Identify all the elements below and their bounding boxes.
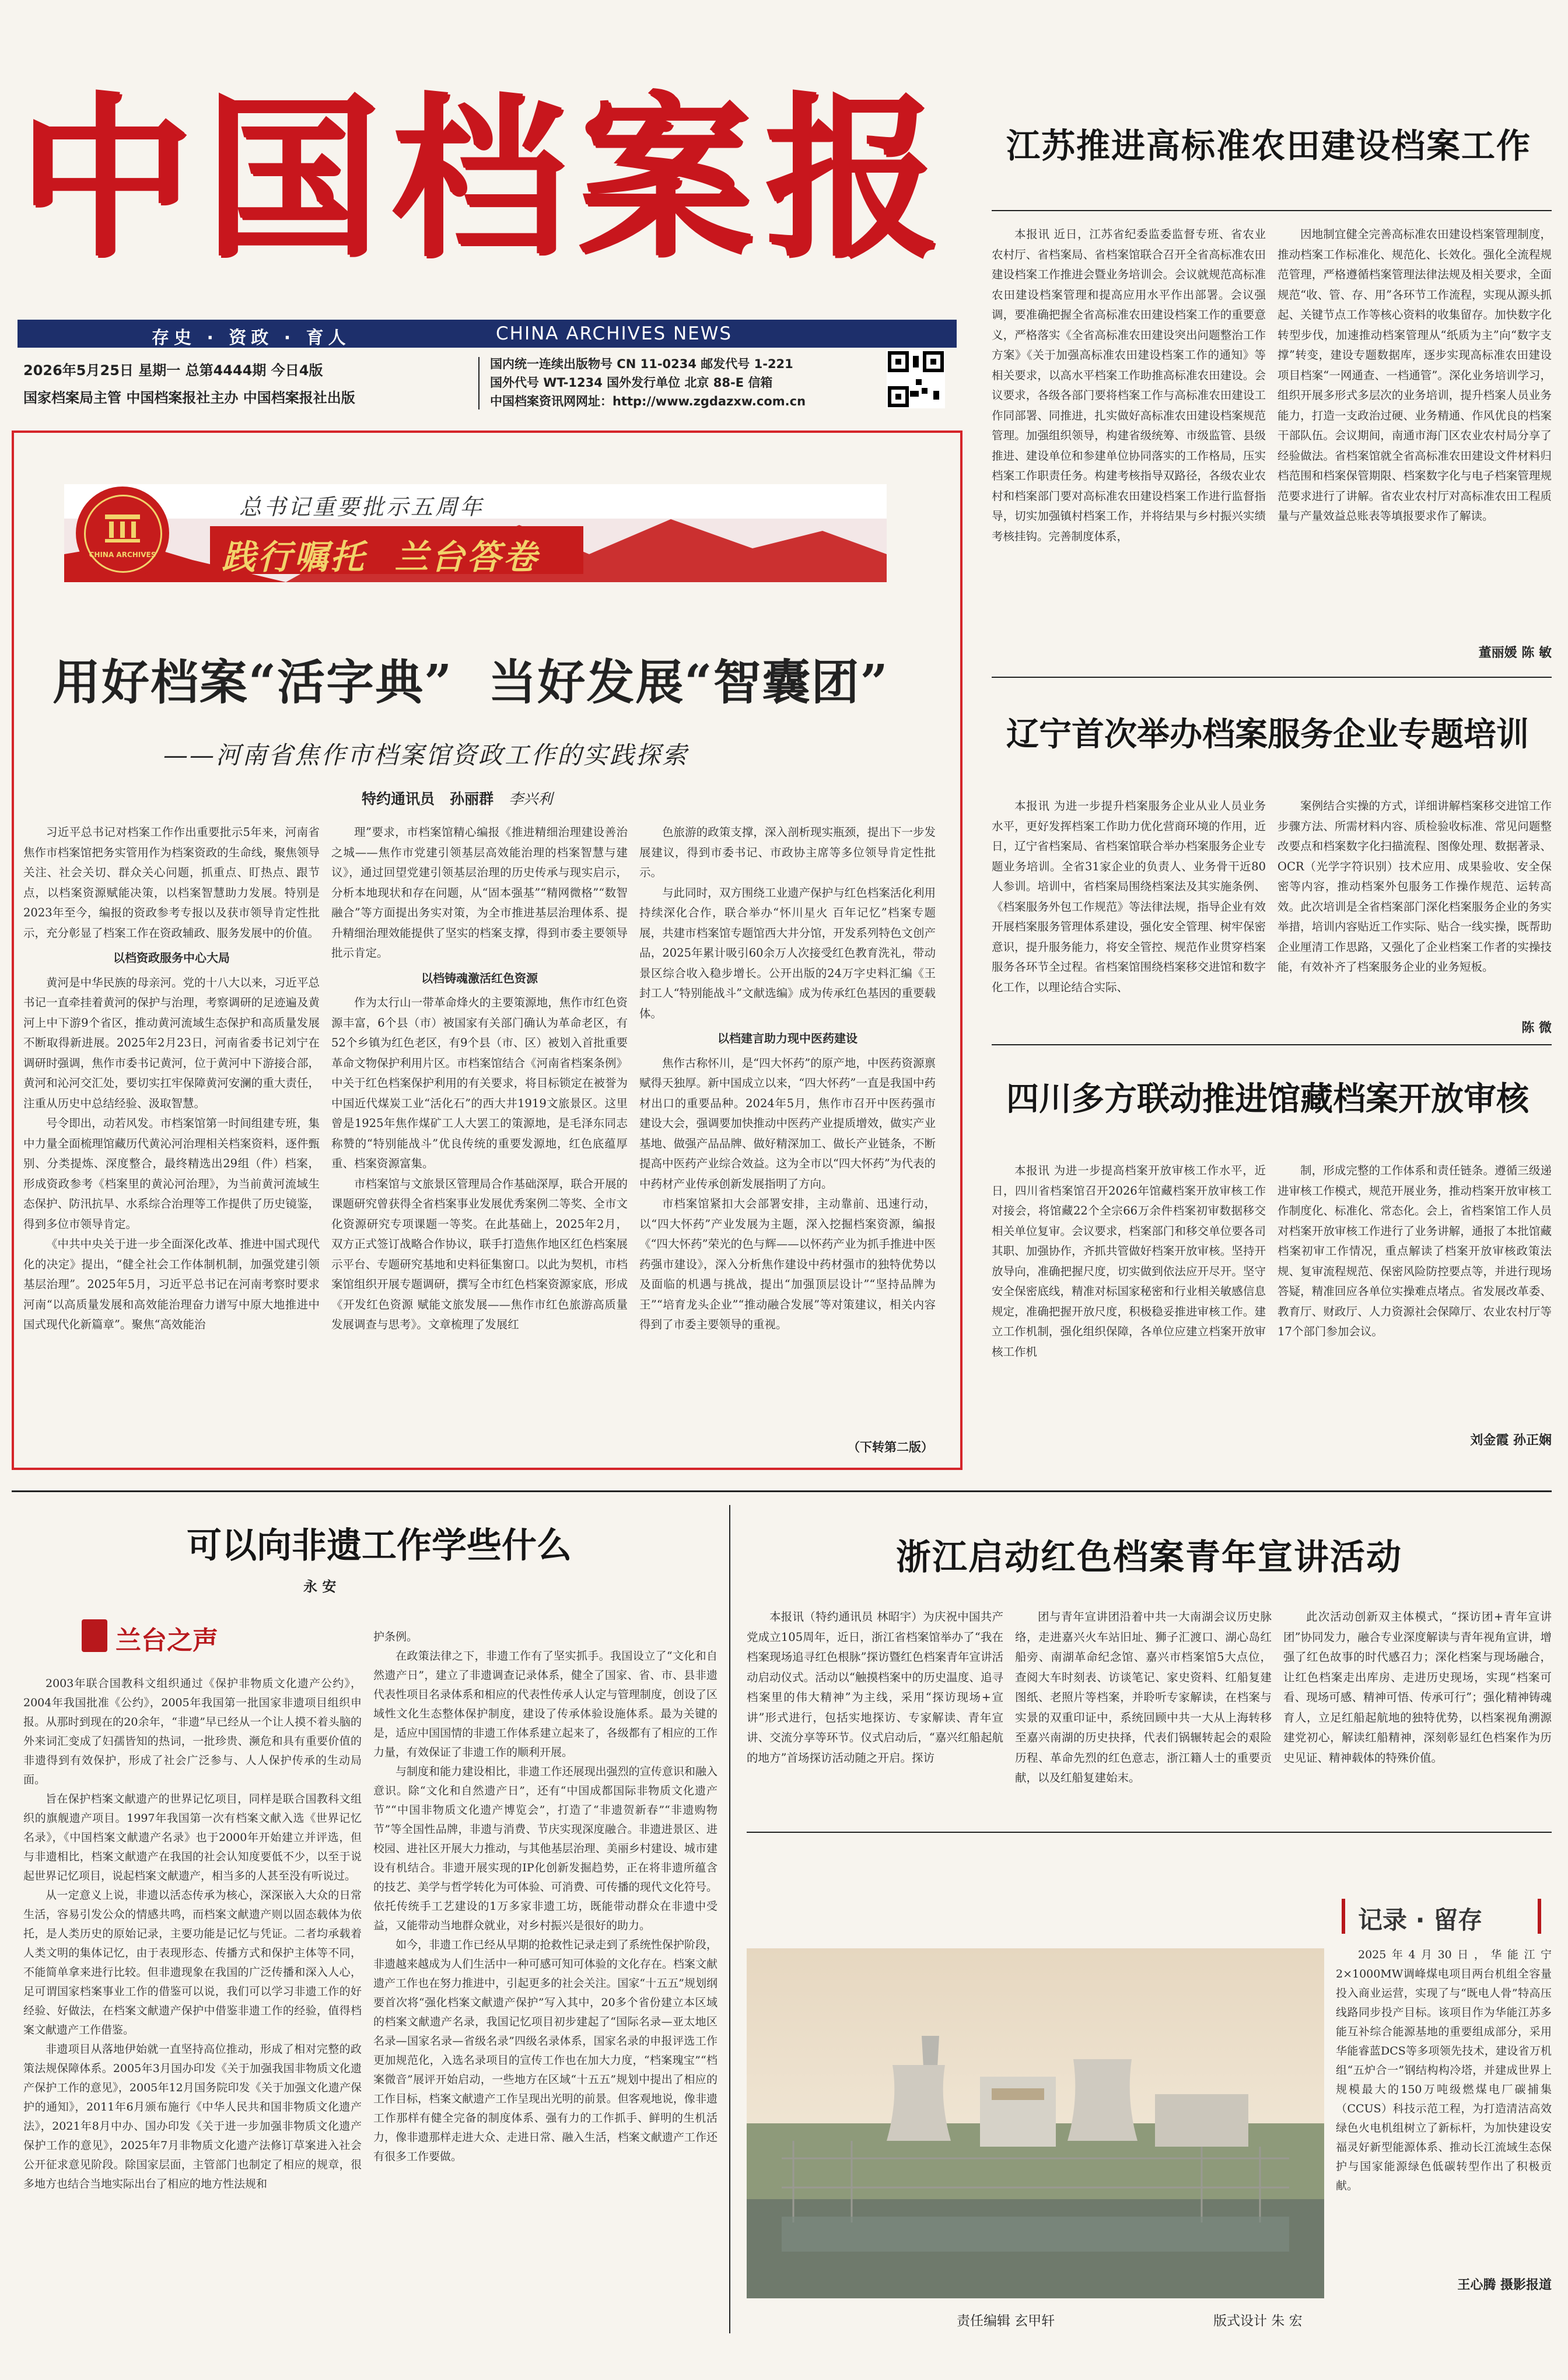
- section-divider: [12, 1490, 1552, 1492]
- feiyi-col2-p4: 如今，非遗工作已经从早期的抢救性记录走到了系统性保护阶段，非遗越来越成为人们生活中一种可感可知可体验的文化存在。档案文献遗产工作也在努力推进中，引起更多的社会关注。国家“十五五”规划纲要首次将“强化档案文献遗产保护”写入其中，20多个省份建立本区域的档案文献遗产名录，我国记忆项目初步建起了“国际名录—亚太地区名录—国家名录—省级名录”四级名录体系，国家名录的申报评选工作更加规范化，入选名录项目的宣传工作也在加大力度，“档案瑰宝”“档案微音”展评开始启动，一些地方在区域“十五五”规划中提出了相应的工作目标，档案文献遗产工作呈现出光明的前景。但客观地说，像非遗工作那样有健全完备的制度体系、强有力的工作抓手、鲜明的生机活力，像非遗那样走进大众、走进日常、融入生活，档案文献遗产工作还有很多工作要做。: [373, 1938, 718, 2163]
- feiyi-author: 永 安: [303, 1578, 337, 1595]
- lead-subhead: ——河南省焦作市档案馆资政工作的实践探索: [163, 741, 689, 769]
- jiangsu-text-1: 本报讯 近日，江苏省纪委监委监督专班、省农业农村厅、省档案局、省档案馆联合召开全省高标准农田建设档案工作推进会暨业务培训会。会议就规范高标准农田建设档案管理和提高应用水平作出部署。会议强调，要准确把握全省高标准农田建设档案工作的重要意义，严格落实《全省高标准农田建设突出问题整治工作方案》《关于加强高标准农田建设档案工作的通知》等相关要求，以高水平档案工作助推高标准农田建设。会议要求，各级各部门要将档案工作与高标准农田建设工作同部署、同推进，扎实做好高标准农田建设档案规范管理。加强组织领导，构建省级统筹、市级监管、县级推进、建设单位和参建单位协同落实的工作格局，压实档案工作职责任务。构建考核指导双路径，各级农业农村和档案部门要对高标准农田建设档案工作进行监督指导，切实加强镇村档案工作，并将结果与乡村振兴实绩考核挂钩。完善制度体系，: [992, 228, 1266, 543]
- intl-line: 国外代号 WT-1234 国外发行单位 北京 88-E 信箱: [490, 376, 773, 390]
- lead-byline-name-2: 李兴利: [509, 790, 553, 807]
- lead-byline: [362, 788, 552, 808]
- date-line: 2026年5月25日 星期一 总第4444期 今日4版: [23, 362, 323, 379]
- liaoning-text-2: 案例结合实操的方式，详细讲解档案移交进馆工作步骤方法、所需材料内容、质检验收标准、常见问题整改要点和档案数字化扫描流程、图像处理、数据著录、OCR（光学字符识别）技术应用、成果验收、安全保密等内容，推动档案外包服务工作操作规范、运转高效。此次培训是全省档案部门深化档案服务企业的务实举措，培训内容贴近工作实际、贴合一线实操，既帮助企业厘清工作思路，又强化了企业档案工作者的实操技能，有效补齐了档案服务企业的业务短板。: [1278, 799, 1552, 974]
- sichuan-text-2: 制，形成完整的工作体系和责任链条。遵循三级递进审核工作模式，规范开展业务，推动档案开放审核工作制度化、标准化、常态化。会上，省档案馆工作人员对档案开放审核工作进行了业务讲解，通报了本批馆藏档案初审工作情况，重点解读了档案开放审核政策法规、复审流程规范、保密风险防控要点等，并进行现场答疑，精准回应各单位实操难点堵点。省发展改革委、教育厅、财政厅、人力资源社会保障厅、农业农村厅等17个部门参加会议。: [1278, 1164, 1552, 1338]
- banner-main-text: 践行嘱托 兰台答卷: [222, 537, 540, 577]
- slogan-bar: [18, 320, 957, 348]
- zhejiang-text-3: 此次活动创新双主体模式，“探访团+青年宣讲团”协同发力，融合专业深度解读与青年视角宣讲，增强了红色故事的时代感召力；深化档案与现场融合，让红色档案走出库房、走进历史现场，实现“档案可看、现场可感、精神可悟、传承可行”；强化精神铸魂育人，立足红船起航地的独特优势，以档案视角溯源建党初心，解读红船精神，深刻彰显红色档案作为历史见证、精神载体的特殊价值。: [1283, 1610, 1552, 1765]
- liaoning-bottom-rule: [992, 1044, 1552, 1045]
- sponsor-line: 国家档案局主管 中国档案报社主办 中国档案报社出版: [23, 390, 355, 406]
- photo-caption-text: 2025年4月30日，华能江宁2×1000MW调峰煤电项目两台机组全容量投入商业运营，实现了与“既电人骨”特高压线路同步投产目标。该项目作为华能江苏多能互补综合能源基地的重要组成部分，采用华能睿蓝DCS等多项领先技术，建设省万机组“五炉合一”钢结构构冷塔，并建成世界上规模最大的150万吨级燃煤电厂碳捕集（CCUS）科技示范工程，为打造清洁高效绿色火电机组树立了新标杆，为加快建设安福灵好新型能源体系、推动长江流域生态保护与国家能源绿色低碳转型作出了积极贡献。: [1336, 1948, 1552, 2192]
- sichuan-headline: 四川多方联动推进馆藏档案开放审核: [1006, 1080, 1529, 1118]
- web-line: 中国档案资讯网网址：http://www.zgdazxw.com.cn: [490, 394, 806, 408]
- zhejiang-col-2: [1015, 1607, 1272, 1817]
- lead-subheading-1: 以档资政服务中心大局: [113, 951, 230, 965]
- lead-col3-p4: 市档案馆紧扣大会部署安排，主动靠前、迅速行动，以“四大怀药”产业发展为主题，深入挖掘档案资源，编报《“四大怀药”荣光的色与辉——以怀药产业为抓手推进中医药强市建设》，深入分析焦作建设中药材强市的独特优势以及面临的机遇与挑战，提出“加强顶层设计”“坚持品牌为王”“培育龙头企业”“推动融合发展”等对策建议，相关内容得到了市委主要领导的重视。: [639, 1197, 936, 1331]
- lead-byline-name-1: 孙丽群: [450, 790, 494, 807]
- feiyi-col1-p3: 从一定意义上说，非遗以活态传承为核心，深深嵌入大众的日常生活，容易引发公众的情感共鸣，而档案文献遗产则以固态载体为依托，是人类历史的原始记录，主要功能是记忆与凭证。二者均承载着人类文明的集体记忆，由于表现形态、传播方式和保护主体等不同，不能简单拿来进行比较。但非遗现象在我国的广泛传播和深入人心，足可谓国家档案事业工作的借鉴可以说，我们可以学习非遗工作的好经验、好做法，在档案文献遗产保护中借鉴非遗工作的经验，值得档案文献遗产工作借鉴。: [23, 1889, 362, 2036]
- jiangsu-col-2: [1278, 225, 1552, 645]
- lead-col1-p1: 习近平总书记对档案工作作出重要批示5年来，河南省焦作市档案馆把务实管用作为档案资政的生命线，聚焦领导关注、社会关切、群众关心问题，抓重点、盯热点、跟节点，以档案资源赋能决策，以档案智慧助力发展。特别是2023年至今，编报的资政参考专报以及获市领导肯定性批示，充分彰显了档案工作在资政辅政、服务发展中的价值。: [23, 825, 320, 940]
- lead-col3-p3: 焦作古称怀川，是“四大怀药”的原产地，中医药资源禀赋得天独厚。新中国成立以来，“四大怀药”一直是我国中药材出口的重要品种。2024年5月，焦作市召开中医药强市建设大会，强调要加快推动中医药产业提质增效，做实产业基地、做强产品品牌、做好精深加工、做长产业链条，不断提高中医药产业综合效益。这为全市以“四大怀药”为代表的中药材产业传承创新发展指明了方向。: [639, 1056, 936, 1191]
- photo-column-label-text: 记录 · 留存: [1358, 1906, 1483, 1934]
- cn-line: 国内统一连续出版物号 CN 11-0234 邮发代号 1-221: [490, 357, 793, 371]
- photo-credit: 王心腾 摄影报道: [1457, 2278, 1552, 2292]
- lead-subheading-3: 以档建言助力现中医药建设: [718, 1031, 858, 1045]
- footer-editor: 责任编辑 玄甲轩: [957, 2314, 1055, 2329]
- slogan: 存史 · 资政 · 育人: [152, 328, 351, 348]
- lead-col1-p3: 号令即出，动若风发。市档案馆第一时间组建专班，集中力量全面梳理馆藏历代黄沁河治理相关档案资料，逐件甄别、分类提炼、深度整合，最终精选出29组（件）档案，形成资政参考《档案里的黄沁河治理》，为当前黄河流域生态保护、防汛抗旱、水系综合治理等工作提供了历史镜鉴，得到多位市领导肯定。: [23, 1116, 320, 1231]
- jiangsu-byline: 董丽媛 陈 敏: [1478, 646, 1552, 660]
- lead-col2-p1: 理”要求，市档案馆精心编报《推进精细治理建设善治之城——焦作市党建引领基层高效能治理的档案智慧与建议》，通过回望党建引领基层治理的历史传承与现实启示，分析本地现状和存在问题，从“固本强基”“精网微格”“数智融合”等方面提出务实对策，为全市推进基层治理体系、提升精细治理效能提供了坚实的档案支撑，得到市委主要领导批示肯定。: [331, 825, 628, 960]
- photo-caption: [1336, 1945, 1552, 2272]
- power-plant-photo: [747, 1948, 1324, 2298]
- lead-banner: [64, 484, 887, 582]
- sichuan-text-1: 本报讯 为进一步提高档案开放审核工作水平，近日，四川省档案馆召开2026年馆藏档案开放审核工作对接会，将馆藏22个全宗66万余件档案初审数据移交相关单位复审。会议要求，档案部门和移交单位要各司其职、加强协作，齐抓共管做好档案开放审核。坚持开放导向，准确把握尺度，切实做到依法应开尽开。坚守安全保密底线，精准对标国家秘密和行业相关敏感信息规定，准确把握开放尺度，积极稳妥推进审核工作。建立工作机制，强化组织保障，各单位应建立档案开放审核工作机: [992, 1164, 1266, 1359]
- photo-column-label: [1342, 1899, 1541, 1934]
- lead-col2-p3: 市档案馆与文旅景区管理局合作基础深厚，联合开展的课题研究曾获得全省档案事业发展优秀案例二等奖、全市文化资源研究专项课题一等奖。在此基础上，2025年2月，双方正式签订战略合作协议，联手打造焦作地区红色档案展示平台、专题研究基地和史料征集窗口。以此为契机，市档案馆组织开展专题调研，撰写全市红色档案资源家底，形成《开发红色资源 赋能文旅发展——焦作市红色旅游高质量发展调查与思考》。文章梳理了发展红: [331, 1177, 628, 1331]
- zhejiang-text-1: 本报讯（特约通讯员 林昭宇）为庆祝中国共产党成立105周年，近日，浙江省档案馆举办了“我在档案现场追寻红色根脉”探访暨红色档案青年宣讲活动启动仪式。活动以“触摸档案中的历史温度、追寻档案里的伟大精神”为主线，采用“探访现场+宣讲”形式进行，包括实地探访、专家解读、青年宣讲、交流分享等环节。仪式启动后，“嘉兴红船起航的地方”首场探访活动随之开启。探访: [747, 1610, 1003, 1765]
- english-title: CHINA ARCHIVES NEWS: [496, 323, 733, 344]
- feiyi-col1-p2: 旨在保护档案文献遗产的世界记忆项目，同样是联合国教科文组织的旗舰遗产项目。1997年我国第一次有档案文献入选《世界记忆名录》，《中国档案文献遗产名录》也于2000年开始建立并评选，但与非遗相比，档案文献遗产在我国的社会认知度要低不少，以至于说起世界记忆项目，说起档案文献遗产，相当多的人甚至没有听说过。: [23, 1793, 362, 1882]
- jiangsu-bottom-rule: [992, 677, 1552, 678]
- lead-subheading-2: 以档铸魂激活红色资源: [421, 971, 538, 985]
- zhejiang-col-1: [747, 1607, 1003, 1817]
- lantai-label-text: 兰台之声: [116, 1626, 218, 1656]
- jiangsu-text-2: 因地制宜健全完善高标准农田建设档案管理制度，推动档案工作标准化、规范化、长效化。强化全流程规范管理，严格遵循档案管理法律法规及相关要求，全面规范“收、管、存、用”各环节工作流程，实现从源头抓起、关键节点工作等核心资料的收集留存。加快数字化转型步伐，加速推动档案管理从“纸质为主”向“数字支撑”转变，建设专题数据库，逐步实现高标准农田建设项目档案“一网通查、一档通管”。深化业务培训学习，组织开展多形式多层次的业务培训，提升档案人员业务能力，打造一支政治过硬、业务精通、作风优良的档案干部队伍。会议期间，南通市海门区农业农村局分享了经验做法。省档案馆就全省高标准农田建设文件材料归档范围和档案保管期限、档案数字化与电子档案管理规范要求进行了讲解。省农业农村厅对高标准农田工程质量与产量效益总账表等填报要求作了解读。: [1278, 228, 1552, 523]
- archive-emblem-icon: [102, 509, 143, 544]
- lead-byline-label: 特约通讯员: [362, 790, 435, 807]
- zhejiang-headline: 浙江启动红色档案青年宣讲活动: [896, 1537, 1402, 1578]
- banner-emblem: [76, 487, 169, 580]
- jiangsu-headline-rule: [992, 210, 1552, 211]
- lantai-label-mark: [82, 1619, 107, 1652]
- lead-col1-p4: 《中共中央关于进一步全面深化改革、推进中国式现代化的决定》提出，“健全社会工作体制机制，加强党建引领基层治理”。2025年5月，习近平总书记在河南考察时要求河南“以高质量发展和高效能治理奋力谱写中原大地推进中国式现代化新篇章”。聚焦“高效能治: [23, 1237, 320, 1331]
- lead-col-2: [331, 822, 628, 1458]
- liaoning-text-1: 本报讯 为进一步提升档案服务企业从业人员业务水平，更好发挥档案工作助力优化营商环境的作用，近日，辽宁省档案局、省档案馆联合举办档案服务企业专题业务培训。全省31家企业的负责人、业务骨干近80人参训。培训中，省档案局围绕档案法及其实施条例、《档案服务外包工作规范》等法律法规，指导企业有效开展档案服务管理体系建设，强化安全管理、树牢保密意识，提升服务能力，将安全管控、规范作业贯穿档案服务各环节全过程。省档案馆围绕档案移交进馆和数字化工作，以理论结合实际、: [992, 799, 1266, 994]
- lead-col1-p2: 黄河是中华民族的母亲河。党的十八大以来，习近平总书记一直牵挂着黄河的保护与治理，考察调研的足迹遍及黄河上中下游9个省区，推动黄河流域生态保护和高质量发展不断取得新进展。2025年2月23日，河南省委书记刘宁在调研时强调，焦作市委书记黄河，位于黄河中下游接合部，黄河和沁河交汇处，要切实扛牢保障黄河安澜的重大责任，注重从历史中总结经验、汲取智慧。: [23, 975, 320, 1110]
- feiyi-col2-p1: 护条例。: [373, 1630, 418, 1643]
- lead-col-1: [23, 822, 320, 1458]
- liaoning-col-1: [992, 796, 1266, 1041]
- zhejiang-col-3: [1283, 1607, 1552, 1817]
- zhejiang-bottom-rule: [747, 1832, 1552, 1833]
- lead-col2-p2: 作为太行山一带革命烽火的主要策源地，焦作市红色资源丰富，6个县（市）被国家有关部门确认为革命老区，有52个乡镇为红色老区，有9个县（市、区）被划入首批重要革命文物保护利用片区。市档案馆结合《河南省档案条例》中关于红色档案保护利用的有关要求，将目标锁定在被誉为中国近代煤炭工业“活化石”的西大井1919文旅景区。这里曾是1925年焦作煤矿工人大罢工的策源地，是毛泽东同志称赞的“特别能战斗”优良传统的重要发源地，红色底蕴厚重、档案资源富集。: [331, 996, 628, 1170]
- feiyi-headline: 可以向非遗工作学些什么: [187, 1525, 572, 1566]
- feiyi-col-1: [23, 1674, 362, 2322]
- lead-headline: 用好档案“活字典” 当好发展“智囊团”: [52, 654, 889, 710]
- zhejiang-text-2: 团与青年宣讲团沿着中共一大南湖会议历史脉络，走进嘉兴火车站旧址、狮子汇渡口、湖心岛红船旁、南湖革命纪念馆、嘉兴市档案馆5大点位，查阅大车时刻表、访谈笔记、家史资料、红船复建图纸、老照片等档案，并聆听专家解读，在档案与实景的双重印证中，系统回顾中共一大从上海转移至嘉兴南湖的历史抉择，代表们锅辗转起会的艰险历程、革命先烈的红色意志，浙江籍人士的重要贡献，以及红船复建始末。: [1015, 1610, 1272, 1784]
- liaoning-byline: 陈 微: [1521, 1021, 1552, 1035]
- sichuan-col-1: [992, 1161, 1266, 1464]
- qr-code-icon: [887, 350, 945, 408]
- bottom-vertical-rule: [729, 1505, 730, 2333]
- footer-designer: 版式设计 朱 宏: [1213, 2314, 1303, 2329]
- lantai-column-label: [82, 1616, 274, 1657]
- liaoning-headline: 辽宁首次举办档案服务企业专题培训: [1006, 716, 1529, 754]
- emblem-text: CHINA ARCHIVES: [89, 551, 156, 559]
- jiangsu-headline: 江苏推进高标准农田建设档案工作: [1006, 126, 1532, 166]
- lead-col3-p2: 与此同时，双方围绕工业遗产保护与红色档案活化利用持续深化合作，联合举办“怀川星火 百年记忆”档案专题展，共建市档案馆专题馆西大井分馆，开发系列特色文创产品，2025年累计吸引60余万人次接受红色教育洗礼，带动景区综合收入稳步增长。公开出版的24万字史料汇编《王封工人“特别能战斗”文献选编》成为传承红色基因的重要载体。: [639, 886, 936, 1020]
- lead-continued: （下转第二版）: [848, 1440, 933, 1454]
- masthead-title: 中国档案报: [18, 75, 951, 281]
- banner-top-text: 总书记重要批示五周年: [239, 494, 485, 520]
- masthead-vline: [478, 357, 480, 410]
- lead-col3-p1: 色旅游的政策支撑，深入剖析现实瓶颈，提出下一步发展建议，得到市委书记、市政协主席等多位领导肯定性批示。: [639, 825, 936, 879]
- jiangsu-col-1: [992, 225, 1266, 668]
- feiyi-col1-p4: 非遗项目从落地伊始就一直坚持高位推动，形成了相对完整的政策法规保障体系。2005年3月国办印发《关于加强我国非物质文化遗产保护工作的意见》，2005年12月国务院印发《关于加强文化遗产保护的通知》，2011年6月颁布施行《中华人民共和国非物质文化遗产法》，2021年8月中办、国办印发《关于进一步加强非物质文化遗产保护工作的意见》，2025年7月非物质文化遗产法修订草案进入社会公开征求意见阶段。除国家层面，主管部门也制定了相应的规章，很多地方也结合当地实际出台了相应的地方性法规和: [23, 2043, 362, 2190]
- feiyi-col2-p3: 与制度和能力建设相比，非遗工作还展现出强烈的宣传意识和融入意识。除“文化和自然遗产日”，还有“中国成都国际非物质文化遗产节”“中国非物质文化遗产博览会”，打造了“非遗贺新春”“非遗购物节”等全国性品牌，非遗与消费、节庆实现深度融合。非遗进景区、进校园、进社区开展大力推动，与其他基层治理、美丽乡村建设、城市建设有机结合。非遗开展实现的IP化创新发掘趋势，正在将非遗所蕴含的技艺、美学与哲学转化为可体验、可消费、可传播的现代文化符号。依托传统手工艺建设的1万多家非遗工坊，既能带动群众在非遗中受益，又能带动当地群众就业，对乡村振兴是很好的助力。: [373, 1765, 718, 1932]
- lead-col-3: [639, 822, 936, 1429]
- sichuan-byline: 刘金霞 孙正娴: [1470, 1433, 1552, 1448]
- feiyi-col1-p1: 2003年联合国教科文组织通过《保护非物质文化遗产公约》，2004年我国批准《公约》，2005年我国第一批国家非遗项目组织申报。从那时到现在的20余年，“非遗”早已经从一个让人摸不着头脑的外来词汇变成了妇孺皆知的热词，一批珍贵、濒危和具有重要价值的非遗得到有效保护，形成了社会广泛参与、人人保护传承的生动局面。: [23, 1677, 362, 1786]
- feiyi-col-2: [373, 1628, 718, 2322]
- sichuan-col-2: [1278, 1161, 1552, 1429]
- feiyi-col2-p2: 在政策法律之下，非遗工作有了坚实抓手。我国设立了“文化和自然遗产日”，建立了非遗调查记录体系，健全了国家、省、市、县非遗代表性项目名录体系和相应的代表性传承人认定与管理制度，创设了区域性文化生态整体保护制度，建设了传承体验设施体系。最为关键的是，适应中国国情的非遗工作体系建立起来了，各级都有了相应的工作力量，有效保证了非遗工作的顺利开展。: [373, 1650, 718, 1759]
- liaoning-col-2: [1278, 796, 1552, 1018]
